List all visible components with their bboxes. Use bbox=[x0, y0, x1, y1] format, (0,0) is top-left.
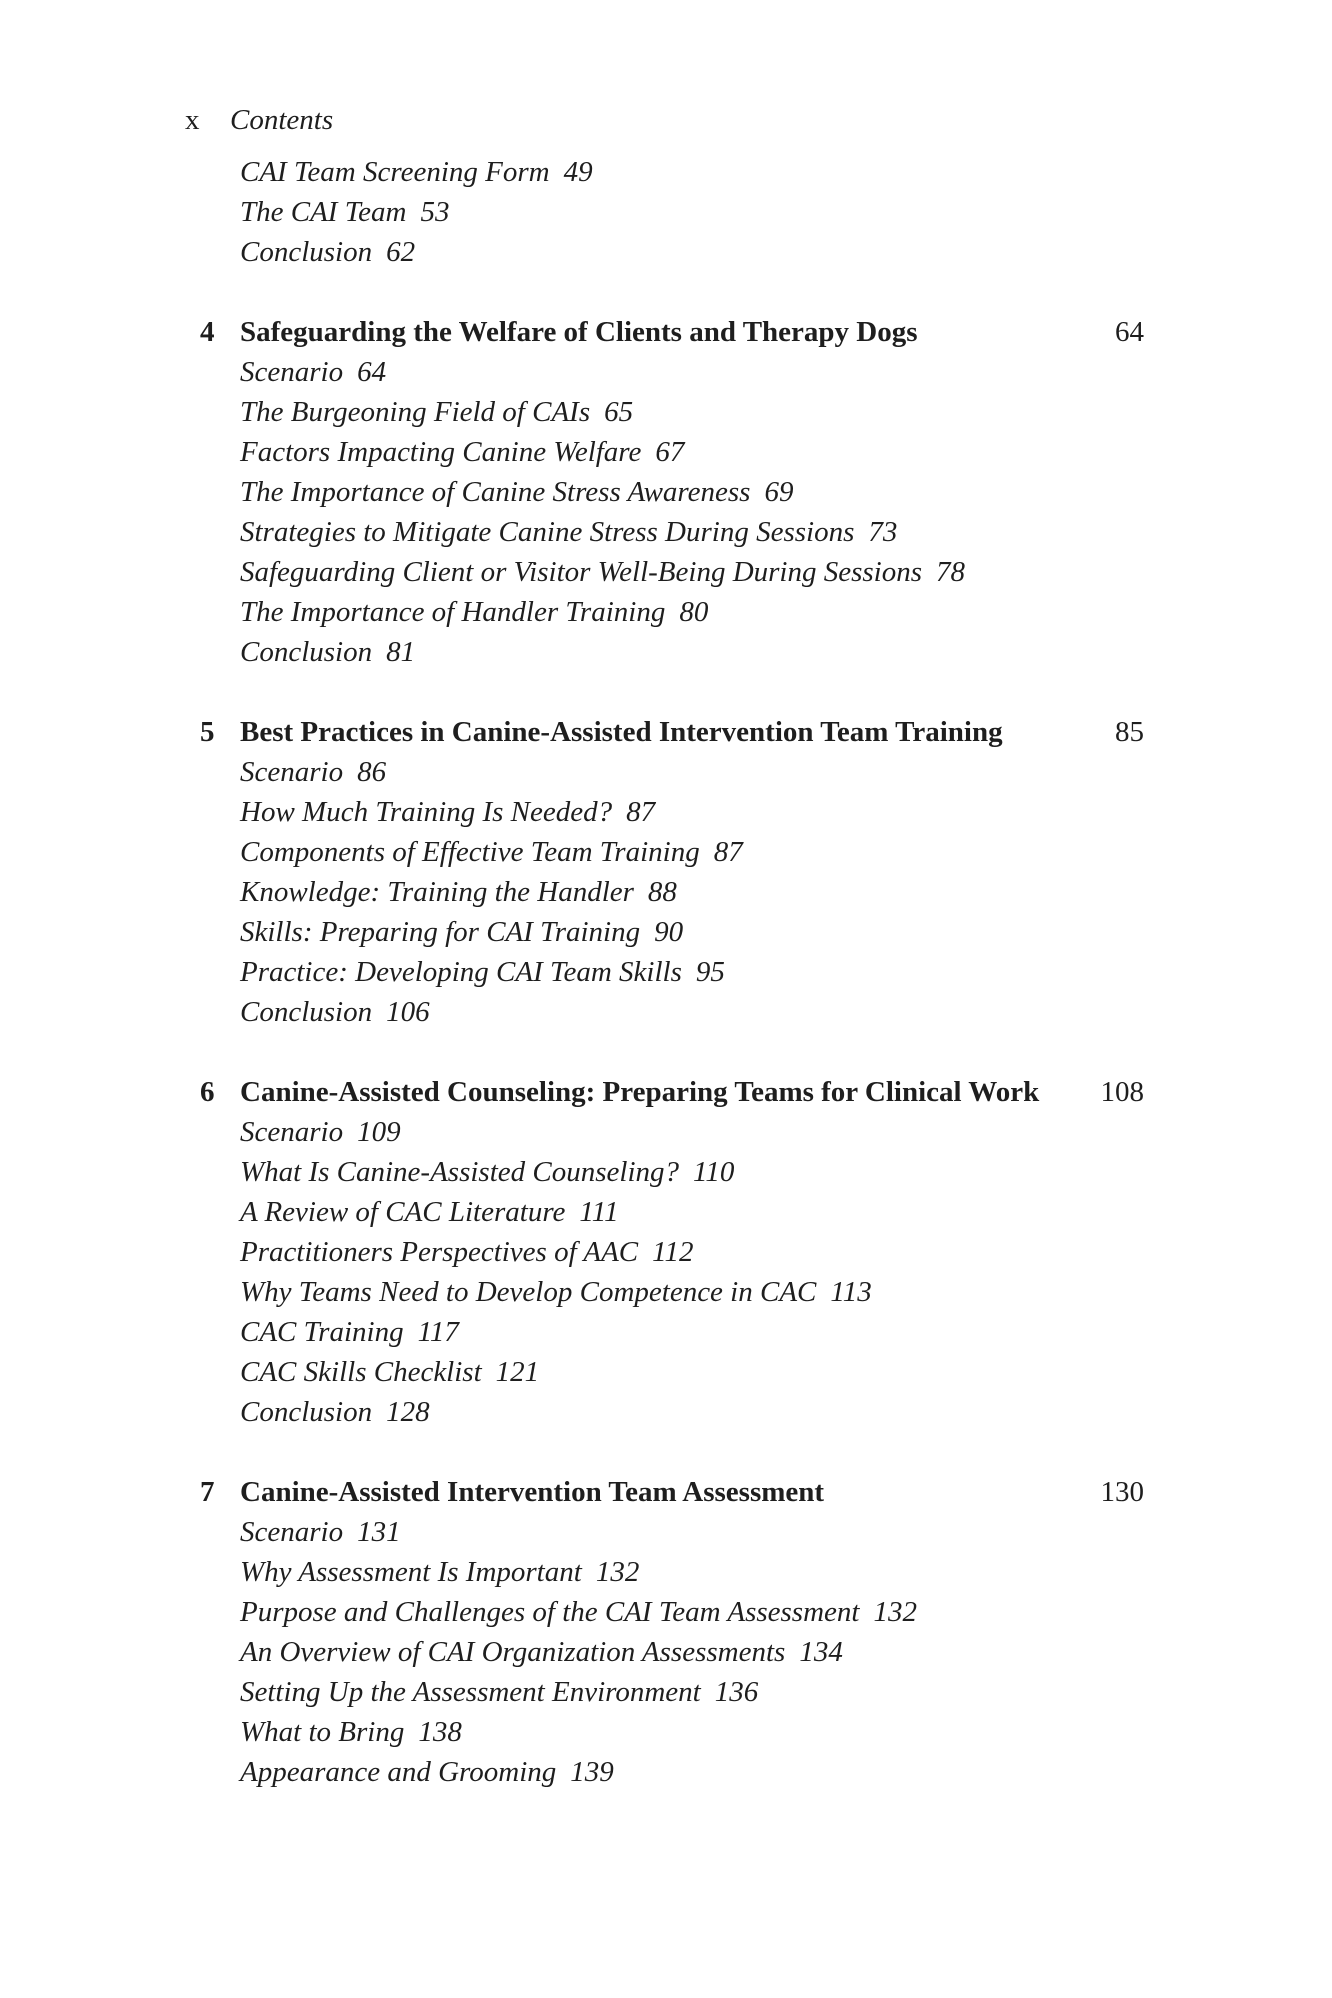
toc-entry bbox=[0, 1272, 1332, 1312]
toc-entry-title: Conclusion bbox=[240, 236, 373, 268]
chapter-heading bbox=[0, 1472, 1332, 1512]
toc-entry bbox=[0, 1672, 1332, 1712]
toc-entry-title: A Review of CAC Literature bbox=[240, 1196, 566, 1228]
toc-entry-page: 87 bbox=[626, 796, 656, 828]
toc-entry bbox=[0, 952, 1332, 992]
toc-entry-title: Why Assessment Is Important bbox=[240, 1556, 582, 1588]
toc-entry-page: 110 bbox=[693, 1156, 735, 1188]
toc-entry bbox=[0, 1512, 1332, 1552]
toc-entry-title: Knowledge: Training the Handler bbox=[240, 876, 634, 908]
toc-entry bbox=[0, 352, 1332, 392]
toc-entry-page: 65 bbox=[604, 396, 634, 428]
toc-entry bbox=[0, 992, 1332, 1032]
toc-entry bbox=[0, 512, 1332, 552]
toc-entry bbox=[0, 912, 1332, 952]
chapter-number: 6 bbox=[200, 1076, 215, 1108]
chapter-page: 130 bbox=[1100, 1476, 1144, 1508]
toc-entry bbox=[0, 192, 1332, 232]
toc-entry-title: Conclusion bbox=[240, 1396, 373, 1428]
chapter-heading bbox=[0, 1072, 1332, 1112]
chapter-title: Canine-Assisted Intervention Team Assessment bbox=[240, 1476, 825, 1508]
toc-entry-page: 69 bbox=[764, 476, 794, 508]
toc-entry-title: An Overview of CAI Organization Assessments bbox=[240, 1636, 786, 1668]
chapter-title: Canine-Assisted Counseling: Preparing Teams for Clinical Work bbox=[240, 1076, 1040, 1108]
toc-entry-page: 121 bbox=[495, 1356, 540, 1388]
toc-entry-title: Conclusion bbox=[240, 636, 373, 668]
toc-entry-page: 139 bbox=[570, 1756, 614, 1788]
chapter-page: 85 bbox=[1115, 716, 1144, 748]
chapter-number: 4 bbox=[200, 316, 215, 348]
chapter-page: 108 bbox=[1100, 1076, 1144, 1108]
toc-entry-page: 49 bbox=[563, 156, 593, 188]
toc-entry bbox=[0, 152, 1332, 192]
toc-entry-title: Purpose and Challenges of the CAI Team Assessment bbox=[240, 1596, 860, 1628]
toc-entry bbox=[0, 752, 1332, 792]
toc-entry-page: 86 bbox=[357, 756, 387, 788]
toc-entry-page: 64 bbox=[357, 356, 387, 388]
toc-entry-page: 90 bbox=[654, 916, 684, 948]
toc-entry-title: Setting Up the Assessment Environment bbox=[240, 1676, 701, 1708]
toc-entry-title: Components of Effective Team Training bbox=[240, 836, 700, 868]
toc-entry bbox=[0, 592, 1332, 632]
toc-entry-page: 106 bbox=[386, 996, 430, 1028]
toc-entry-page: 88 bbox=[647, 876, 677, 908]
toc-entry-title: CAC Skills Checklist bbox=[240, 1356, 482, 1388]
toc-entry bbox=[0, 1312, 1332, 1352]
toc-entry-page: 132 bbox=[873, 1596, 917, 1628]
running-head-title: Contents bbox=[230, 104, 334, 136]
toc-entry-title: Scenario bbox=[240, 1116, 344, 1148]
toc-entry bbox=[0, 552, 1332, 592]
toc-entry-page: 80 bbox=[679, 596, 709, 628]
toc-entry-title: Conclusion bbox=[240, 996, 373, 1028]
toc-entry-page: 113 bbox=[830, 1276, 872, 1308]
toc-entry-page: 136 bbox=[714, 1676, 759, 1708]
toc-entry-title: Strategies to Mitigate Canine Stress During Sessions bbox=[240, 516, 855, 548]
toc-entry bbox=[0, 1592, 1332, 1632]
toc-entry-page: 81 bbox=[386, 636, 416, 668]
toc-entry-page: 73 bbox=[868, 516, 898, 548]
toc-entry-page: 117 bbox=[417, 1316, 459, 1348]
toc-entry-title: The Importance of Canine Stress Awareness bbox=[240, 476, 751, 508]
toc-entry-page: 134 bbox=[799, 1636, 843, 1668]
chapter-page: 64 bbox=[1115, 316, 1144, 348]
toc-entry-page: 87 bbox=[713, 836, 743, 868]
chapter-heading bbox=[0, 312, 1332, 352]
toc-entry-title: What Is Canine-Assisted Counseling? bbox=[240, 1156, 680, 1188]
toc-entry-page: 109 bbox=[357, 1116, 401, 1148]
toc-entry-title: Scenario bbox=[240, 1516, 344, 1548]
toc-entry bbox=[0, 1112, 1332, 1152]
toc-entry bbox=[0, 1232, 1332, 1272]
toc-entry-title: Appearance and Grooming bbox=[240, 1756, 557, 1788]
toc-entry bbox=[0, 1192, 1332, 1232]
toc-entry bbox=[0, 1632, 1332, 1672]
chapter-heading bbox=[0, 712, 1332, 752]
toc-entry-page: 53 bbox=[420, 196, 450, 228]
toc-entry-page: 138 bbox=[418, 1716, 462, 1748]
running-head bbox=[185, 100, 333, 140]
toc-entry bbox=[0, 632, 1332, 672]
toc-entry-page: 62 bbox=[386, 236, 416, 268]
toc-entry-page: 132 bbox=[595, 1556, 640, 1588]
toc-entry bbox=[0, 472, 1332, 512]
toc-entry-title: What to Bring bbox=[240, 1716, 405, 1748]
toc-entry-page: 95 bbox=[695, 956, 725, 988]
toc-entry-title: Factors Impacting Canine Welfare bbox=[240, 436, 642, 468]
toc-entry bbox=[0, 432, 1332, 472]
toc-entry-title: CAI Team Screening Form bbox=[240, 156, 550, 188]
toc-entry-page: 128 bbox=[386, 1396, 430, 1428]
toc-entry bbox=[0, 1352, 1332, 1392]
toc-entry bbox=[0, 792, 1332, 832]
toc-entry-title: How Much Training Is Needed? bbox=[240, 796, 613, 828]
toc-entry-title: The Burgeoning Field of CAIs bbox=[240, 396, 591, 428]
chapter-number: 5 bbox=[200, 716, 215, 748]
toc-entry-title: Scenario bbox=[240, 356, 344, 388]
toc-entry bbox=[0, 1392, 1332, 1432]
chapter-number: 7 bbox=[200, 1476, 215, 1508]
toc-entry bbox=[0, 232, 1332, 272]
page-folio: x bbox=[185, 104, 200, 136]
toc-entry bbox=[0, 832, 1332, 872]
toc-entry bbox=[0, 1552, 1332, 1592]
toc-entry-title: Why Teams Need to Develop Competence in CAC bbox=[240, 1276, 817, 1308]
toc-entry bbox=[0, 1712, 1332, 1752]
toc-entry-page: 112 bbox=[652, 1236, 694, 1268]
chapter-title: Safeguarding the Welfare of Clients and Therapy Dogs bbox=[240, 316, 918, 348]
toc-entry-title: Skills: Preparing for CAI Training bbox=[240, 916, 641, 948]
toc-entry bbox=[0, 1752, 1332, 1792]
toc-entry-title: Practitioners Perspectives of AAC bbox=[240, 1236, 639, 1268]
toc-entry-page: 131 bbox=[357, 1516, 401, 1548]
toc-entry-page: 111 bbox=[579, 1196, 619, 1228]
toc-entry-title: The Importance of Handler Training bbox=[240, 596, 666, 628]
toc-entry bbox=[0, 392, 1332, 432]
toc-entry-page: 67 bbox=[655, 436, 685, 468]
toc-entry-title: Scenario bbox=[240, 756, 344, 788]
chapter-title: Best Practices in Canine-Assisted Intervention Team Training bbox=[240, 716, 1003, 748]
toc-entry bbox=[0, 872, 1332, 912]
toc-entry-title: The CAI Team bbox=[240, 196, 407, 228]
toc-entry-page: 78 bbox=[936, 556, 966, 588]
toc-entry-title: Practice: Developing CAI Team Skills bbox=[240, 956, 682, 988]
toc-entry-title: CAC Training bbox=[240, 1316, 404, 1348]
toc-entry bbox=[0, 1152, 1332, 1192]
toc-list bbox=[0, 152, 1332, 1792]
toc-entry-title: Safeguarding Client or Visitor Well-Being During Sessions bbox=[240, 556, 923, 588]
